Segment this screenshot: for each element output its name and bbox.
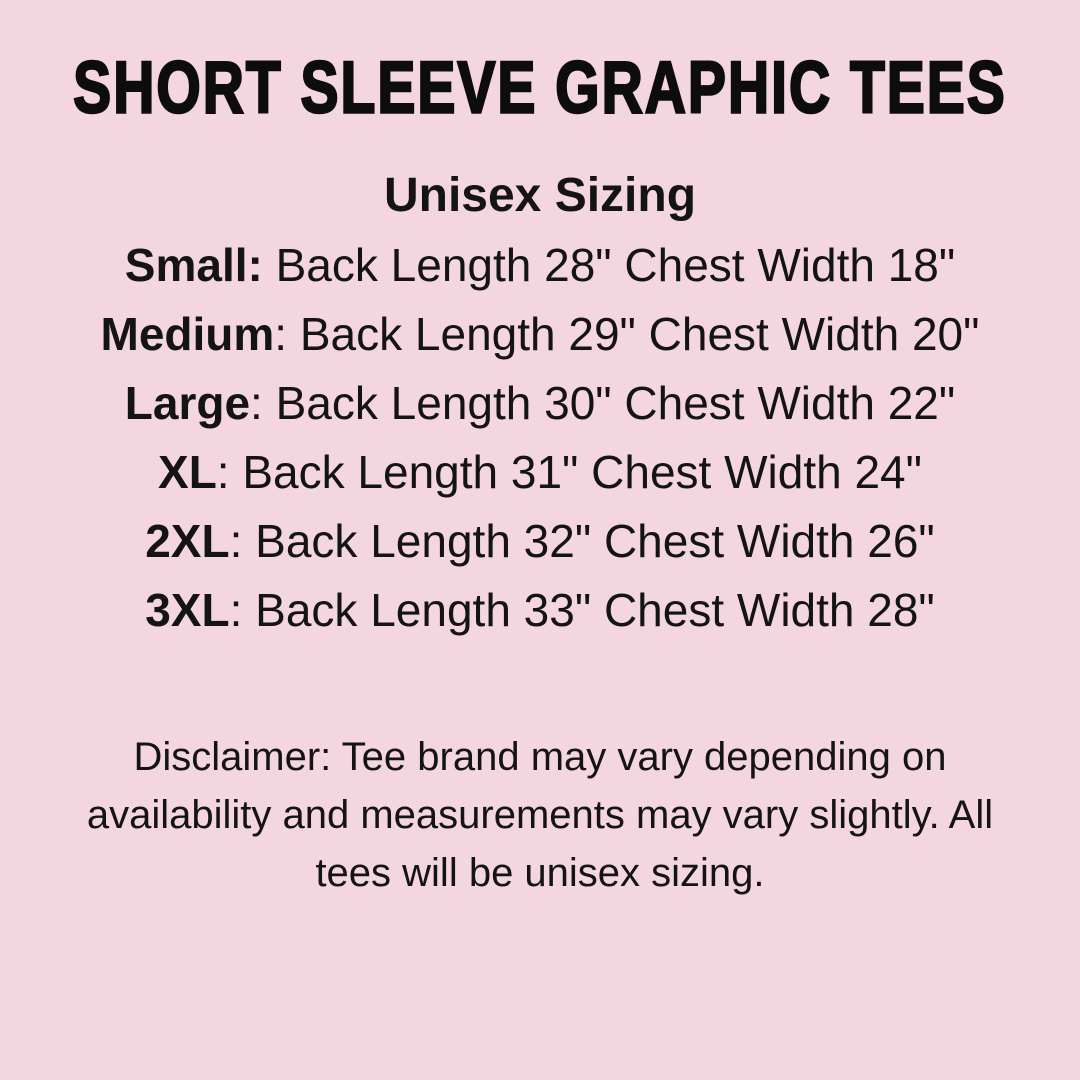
size-description: Back Length 29" Chest Width 20" — [299, 308, 980, 360]
size-separator: : — [229, 584, 256, 636]
size-separator — [263, 239, 276, 291]
sizing-row-small — [0, 231, 1080, 300]
disclaimer-text: Disclaimer: Tee brand may vary depending on availability and measurements may vary slightly. All tees will be unisex sizing. — [86, 735, 994, 895]
page-title: SHORT SLEEVE GRAPHIC TEES — [73, 47, 1007, 130]
size-separator: : — [250, 377, 276, 429]
size-label: 3XL — [145, 584, 230, 636]
size-label: Large — [124, 377, 251, 429]
size-separator: : — [274, 308, 300, 360]
sizing-row-large — [0, 369, 1080, 438]
sizing-rows — [0, 231, 1080, 645]
size-description: Back Length 30" Chest Width 22" — [275, 377, 956, 429]
size-label: Small: — [124, 239, 263, 291]
sizing-row-xl — [0, 438, 1080, 507]
size-separator: : — [229, 515, 256, 567]
sizing-row-3xl — [0, 576, 1080, 645]
sizing-row-medium — [0, 300, 1080, 369]
size-separator: : — [216, 446, 243, 498]
size-description: Back Length 28" Chest Width 18" — [275, 239, 956, 291]
size-description: Back Length 33" Chest Width 28" — [255, 584, 935, 636]
size-label: XL — [158, 446, 217, 498]
size-description: Back Length 32" Chest Width 26" — [255, 515, 935, 567]
sizing-heading: Unisex Sizing — [383, 169, 697, 222]
sizing-row-2xl — [0, 507, 1080, 576]
size-label: Medium — [100, 308, 275, 360]
size-label: 2XL — [145, 515, 230, 567]
size-description: Back Length 31" Chest Width 24" — [242, 446, 922, 498]
